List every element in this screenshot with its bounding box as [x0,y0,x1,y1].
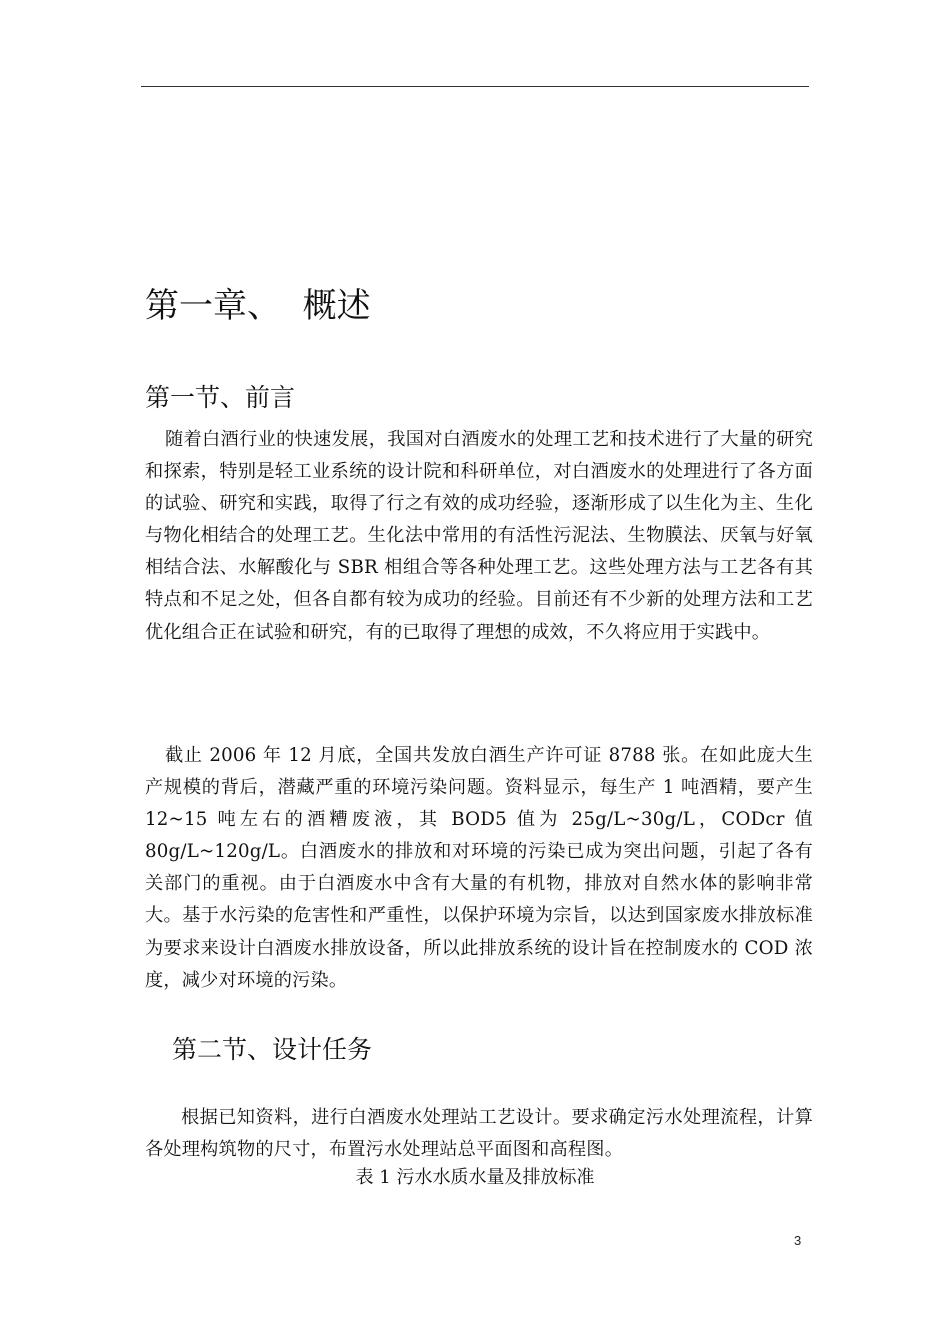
header-rule [141,86,809,87]
paragraph-preface-1: 随着白酒行业的快速发展，我国对白酒废水的处理工艺和技术进行了大量的研究和探索，特别是轻工业系统的设计院和科研单位，对白酒废水的处理进行了各方面的试验、研究和实践，取得了行之有效的成功经验，逐渐形成了以生化为主、生化与物化相结合的处理工艺。生化法中常用的有活性污泥法、生物膜法、厌氧与好氧相结合法、水解酸化与 SBR 相组合等各种处理工艺。这些处理方法与工艺各有其特点和不足之处，但各自都有较为成功的经验。目前还有不少新的处理方法和工艺优化组合正在试验和研究，有的已取得了理想的成效，不久将应用于实践中。 [145,429,813,643]
table-caption: 表 1 污水水质水量及排放标准 [355,1167,595,1188]
page-number: 3 [794,1233,802,1248]
chapter-title: 第一章、 概述 [145,286,371,326]
paragraph-design-task: 根据已知资料，进行白酒废水处理站工艺设计。要求确定污水处理流程，计算各处理构筑物的尺寸，布置污水处理站总平面图和高程图。 [145,1107,813,1161]
section-title-design-task: 第二节、设计任务 [172,1035,373,1064]
paragraph-preface-2: 截止 2006 年 12 月底，全国共发放白酒生产许可证 8788 张。在如此庞大生产规模的背后，潜藏严重的环境污染问题。资料显示，每生产 1 吨酒精，要产生 12~15 吨左右的酒糟废液，其 BOD5 值为 25g/L~30g/L，CODcr 值 80g/L~120g/L。白酒废水的排放和对环境的污染已成为突出问题，引起了各有关部门的重视。由于白酒废水中含有大量的有机物，排放对自然水体的影响非常大。基于水污染的危害性和严重性，以保护环境为宗旨，以达到国家废水排放标准为要求来设计白酒废水排放设备，所以此排放系统的设计旨在控制废水的 COD 浓度，减少对环境的污染。 [145,745,813,991]
section-title-preface: 第一节、前言 [145,383,296,412]
